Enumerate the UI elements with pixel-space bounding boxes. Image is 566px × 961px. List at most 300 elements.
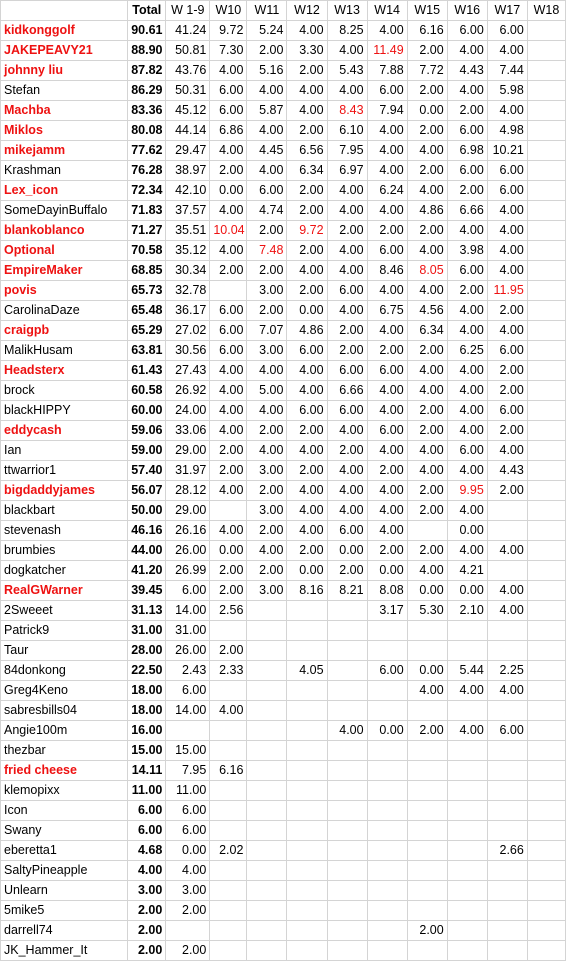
week-score: 6.00 xyxy=(210,101,247,121)
week-score: 6.00 xyxy=(166,801,210,821)
total-score: 59.06 xyxy=(128,421,166,441)
week-score xyxy=(327,881,367,901)
week-score xyxy=(407,941,447,961)
total-score: 65.29 xyxy=(128,321,166,341)
week-score: 2.00 xyxy=(407,921,447,941)
week-score: 4.00 xyxy=(327,721,367,741)
week-score: 4.43 xyxy=(487,461,527,481)
week-score xyxy=(210,941,247,961)
week-score: 2.00 xyxy=(247,261,287,281)
week-score xyxy=(527,461,565,481)
week-score xyxy=(247,781,287,801)
week-score xyxy=(287,641,327,661)
week-score: 2.00 xyxy=(247,301,287,321)
week-score: 4.00 xyxy=(327,181,367,201)
week-score xyxy=(487,801,527,821)
week-score: 4.00 xyxy=(367,521,407,541)
week-score xyxy=(407,861,447,881)
table-row xyxy=(1,521,566,541)
week-score xyxy=(247,941,287,961)
week-score: 4.00 xyxy=(327,241,367,261)
table-row xyxy=(1,661,566,681)
week-score: 5.44 xyxy=(447,661,487,681)
table-row xyxy=(1,81,566,101)
week-score xyxy=(487,701,527,721)
week-score: 4.00 xyxy=(487,261,527,281)
table-row xyxy=(1,101,566,121)
player-name: SomeDayinBuffalo xyxy=(1,201,128,221)
week-score: 2.00 xyxy=(210,441,247,461)
week-score xyxy=(210,821,247,841)
table-row xyxy=(1,401,566,421)
week-score: 2.00 xyxy=(247,481,287,501)
week-score xyxy=(447,761,487,781)
total-score: 83.36 xyxy=(128,101,166,121)
week-score xyxy=(487,641,527,661)
week-score xyxy=(527,401,565,421)
total-score: 2.00 xyxy=(128,921,166,941)
week-score xyxy=(407,821,447,841)
table-row xyxy=(1,821,566,841)
week-score: 4.00 xyxy=(327,201,367,221)
week-score xyxy=(407,881,447,901)
week-score xyxy=(247,821,287,841)
week-score: 4.00 xyxy=(210,241,247,261)
week-score: 4.00 xyxy=(367,21,407,41)
table-row xyxy=(1,741,566,761)
player-name: EmpireMaker xyxy=(1,261,128,281)
week-score: 6.98 xyxy=(447,141,487,161)
week-score: 6.00 xyxy=(327,401,367,421)
total-score: 76.28 xyxy=(128,161,166,181)
week-score: 3.00 xyxy=(247,581,287,601)
week-score: 7.72 xyxy=(407,61,447,81)
week-score: 4.00 xyxy=(407,241,447,261)
total-score: 6.00 xyxy=(128,821,166,841)
week-score: 4.00 xyxy=(367,381,407,401)
week-score: 5.24 xyxy=(247,21,287,41)
week-score: 2.00 xyxy=(487,381,527,401)
week-score: 4.00 xyxy=(407,681,447,701)
week-score xyxy=(287,701,327,721)
week-score: 50.31 xyxy=(166,81,210,101)
week-score: 6.00 xyxy=(367,661,407,681)
week-score: 8.05 xyxy=(407,261,447,281)
week-score: 0.00 xyxy=(407,581,447,601)
week-score: 4.00 xyxy=(327,301,367,321)
week-score xyxy=(527,821,565,841)
table-row xyxy=(1,381,566,401)
week-score: 4.00 xyxy=(447,501,487,521)
week-score xyxy=(487,741,527,761)
week-score xyxy=(367,781,407,801)
week-score: 4.00 xyxy=(407,361,447,381)
week-score: 2.00 xyxy=(367,221,407,241)
week-score: 4.00 xyxy=(327,41,367,61)
week-score: 2.00 xyxy=(287,461,327,481)
player-name: thezbar xyxy=(1,741,128,761)
week-score xyxy=(327,701,367,721)
week-score: 31.00 xyxy=(166,621,210,641)
table-row xyxy=(1,261,566,281)
week-score xyxy=(407,801,447,821)
week-score: 4.05 xyxy=(287,661,327,681)
week-score: 6.00 xyxy=(367,421,407,441)
week-score: 0.00 xyxy=(287,301,327,321)
table-row xyxy=(1,761,566,781)
week-score: 6.00 xyxy=(210,341,247,361)
week-score: 4.00 xyxy=(447,221,487,241)
player-name: Headsterx xyxy=(1,361,128,381)
total-score: 15.00 xyxy=(128,741,166,761)
week-score: 6.34 xyxy=(407,321,447,341)
week-score xyxy=(287,921,327,941)
week-score xyxy=(447,641,487,661)
header-w12: W12 xyxy=(287,1,327,21)
week-score: 3.00 xyxy=(247,341,287,361)
total-score: 68.85 xyxy=(128,261,166,281)
table-row xyxy=(1,161,566,181)
player-name: Unlearn xyxy=(1,881,128,901)
week-score xyxy=(527,121,565,141)
week-score: 4.00 xyxy=(367,281,407,301)
week-score: 2.25 xyxy=(487,661,527,681)
week-score: 9.72 xyxy=(210,21,247,41)
week-score xyxy=(210,921,247,941)
week-score: 8.08 xyxy=(367,581,407,601)
week-score xyxy=(407,741,447,761)
week-score: 4.00 xyxy=(367,121,407,141)
week-score: 8.16 xyxy=(287,581,327,601)
total-score: 59.00 xyxy=(128,441,166,461)
week-score xyxy=(487,941,527,961)
player-name: kidkonggolf xyxy=(1,21,128,41)
week-score: 29.00 xyxy=(166,501,210,521)
table-row xyxy=(1,221,566,241)
week-score: 29.00 xyxy=(166,441,210,461)
total-score: 87.82 xyxy=(128,61,166,81)
week-score: 43.76 xyxy=(166,61,210,81)
week-score: 2.00 xyxy=(287,281,327,301)
week-score: 14.00 xyxy=(166,701,210,721)
table-row xyxy=(1,61,566,81)
week-score xyxy=(287,601,327,621)
week-score: 0.00 xyxy=(327,541,367,561)
table-row xyxy=(1,841,566,861)
week-score: 8.25 xyxy=(327,21,367,41)
week-score: 4.00 xyxy=(287,81,327,101)
player-name: dogkatcher xyxy=(1,561,128,581)
week-score: 2.00 xyxy=(407,541,447,561)
week-score xyxy=(210,801,247,821)
header-w18: W18 xyxy=(527,1,565,21)
week-score: 4.00 xyxy=(407,181,447,201)
week-score: 3.00 xyxy=(247,461,287,481)
week-score: 4.00 xyxy=(447,381,487,401)
week-score xyxy=(527,301,565,321)
week-score xyxy=(327,921,367,941)
week-score: 2.00 xyxy=(327,321,367,341)
week-score: 8.43 xyxy=(327,101,367,121)
header-w13: W13 xyxy=(327,1,367,21)
week-score: 38.97 xyxy=(166,161,210,181)
table-row xyxy=(1,941,566,961)
week-score xyxy=(527,81,565,101)
week-score: 4.00 xyxy=(287,361,327,381)
week-score: 4.00 xyxy=(447,41,487,61)
total-score: 3.00 xyxy=(128,881,166,901)
week-score xyxy=(527,741,565,761)
table-row xyxy=(1,421,566,441)
total-score: 72.34 xyxy=(128,181,166,201)
week-score: 37.57 xyxy=(166,201,210,221)
week-score xyxy=(210,741,247,761)
week-score: 4.00 xyxy=(487,221,527,241)
week-score: 10.21 xyxy=(487,141,527,161)
table-row xyxy=(1,881,566,901)
week-score: 2.00 xyxy=(407,501,447,521)
week-score: 0.00 xyxy=(447,521,487,541)
week-score xyxy=(527,761,565,781)
week-score: 4.00 xyxy=(210,401,247,421)
week-score xyxy=(487,921,527,941)
week-score xyxy=(407,641,447,661)
player-name: darrell74 xyxy=(1,921,128,941)
week-score xyxy=(210,861,247,881)
player-name: eberetta1 xyxy=(1,841,128,861)
week-score xyxy=(487,621,527,641)
week-score: 2.00 xyxy=(210,581,247,601)
week-score xyxy=(210,501,247,521)
week-score: 4.00 xyxy=(407,441,447,461)
week-score xyxy=(527,181,565,201)
week-score: 5.30 xyxy=(407,601,447,621)
table-row xyxy=(1,441,566,461)
week-score: 4.00 xyxy=(287,261,327,281)
week-score: 4.00 xyxy=(407,561,447,581)
week-score xyxy=(527,361,565,381)
week-score: 2.00 xyxy=(327,441,367,461)
player-name: JK_Hammer_It xyxy=(1,941,128,961)
table-row xyxy=(1,361,566,381)
player-name: RealGWarner xyxy=(1,581,128,601)
week-score: 2.00 xyxy=(247,221,287,241)
week-score: 36.17 xyxy=(166,301,210,321)
week-score: 0.00 xyxy=(210,541,247,561)
week-score: 4.00 xyxy=(367,481,407,501)
week-score xyxy=(527,701,565,721)
week-score xyxy=(487,781,527,801)
player-name: fried cheese xyxy=(1,761,128,781)
week-score: 6.24 xyxy=(367,181,407,201)
table-row xyxy=(1,681,566,701)
week-score: 2.00 xyxy=(487,421,527,441)
week-score: 27.02 xyxy=(166,321,210,341)
week-score xyxy=(287,861,327,881)
week-score xyxy=(407,701,447,721)
header-name xyxy=(1,1,128,21)
table-row xyxy=(1,121,566,141)
table-row xyxy=(1,581,566,601)
player-name: brumbies xyxy=(1,541,128,561)
week-score xyxy=(287,721,327,741)
week-score: 4.00 xyxy=(407,381,447,401)
week-score xyxy=(407,841,447,861)
week-score xyxy=(210,281,247,301)
week-score: 4.00 xyxy=(367,201,407,221)
week-score: 0.00 xyxy=(407,101,447,121)
week-score xyxy=(487,501,527,521)
week-score: 2.00 xyxy=(166,941,210,961)
week-score: 2.43 xyxy=(166,661,210,681)
week-score: 44.14 xyxy=(166,121,210,141)
week-score: 2.00 xyxy=(487,361,527,381)
header-total: Total xyxy=(128,1,166,21)
week-score: 30.56 xyxy=(166,341,210,361)
week-score: 9.72 xyxy=(287,221,327,241)
total-score: 39.45 xyxy=(128,581,166,601)
week-score: 2.00 xyxy=(367,341,407,361)
week-score: 4.00 xyxy=(447,421,487,441)
week-score: 2.00 xyxy=(287,61,327,81)
week-score: 0.00 xyxy=(367,561,407,581)
week-score: 4.00 xyxy=(210,381,247,401)
player-name: Swany xyxy=(1,821,128,841)
week-score xyxy=(527,421,565,441)
week-score xyxy=(527,941,565,961)
week-score: 2.00 xyxy=(247,561,287,581)
week-score xyxy=(327,941,367,961)
week-score xyxy=(447,901,487,921)
total-score: 65.73 xyxy=(128,281,166,301)
week-score xyxy=(487,901,527,921)
table-row xyxy=(1,481,566,501)
week-score xyxy=(447,781,487,801)
week-score: 4.00 xyxy=(487,321,527,341)
week-score xyxy=(527,641,565,661)
week-score xyxy=(487,561,527,581)
week-score: 4.00 xyxy=(447,361,487,381)
player-name: mikejamm xyxy=(1,141,128,161)
week-score: 5.43 xyxy=(327,61,367,81)
player-name: blackbart xyxy=(1,501,128,521)
week-score xyxy=(527,281,565,301)
week-score: 6.00 xyxy=(287,341,327,361)
week-score: 4.00 xyxy=(166,861,210,881)
week-score: 2.00 xyxy=(407,341,447,361)
week-score xyxy=(527,921,565,941)
week-score: 2.00 xyxy=(407,161,447,181)
week-score xyxy=(527,441,565,461)
week-score: 4.00 xyxy=(487,681,527,701)
week-score xyxy=(327,761,367,781)
header-w11: W11 xyxy=(247,1,287,21)
table-row xyxy=(1,321,566,341)
week-score: 4.00 xyxy=(210,61,247,81)
week-score: 4.00 xyxy=(327,81,367,101)
week-score xyxy=(247,881,287,901)
week-score xyxy=(327,641,367,661)
week-score xyxy=(247,701,287,721)
total-score: 14.11 xyxy=(128,761,166,781)
week-score: 2.02 xyxy=(210,841,247,861)
week-score: 6.00 xyxy=(447,121,487,141)
week-score: 6.75 xyxy=(367,301,407,321)
total-score: 16.00 xyxy=(128,721,166,741)
total-score: 60.00 xyxy=(128,401,166,421)
week-score xyxy=(487,821,527,841)
table-row xyxy=(1,561,566,581)
week-score: 6.00 xyxy=(487,341,527,361)
total-score: 2.00 xyxy=(128,941,166,961)
week-score: 2.00 xyxy=(247,41,287,61)
week-score: 2.56 xyxy=(210,601,247,621)
table-row xyxy=(1,501,566,521)
week-score xyxy=(210,721,247,741)
week-score: 4.00 xyxy=(287,501,327,521)
week-score: 0.00 xyxy=(287,561,327,581)
total-score: 60.58 xyxy=(128,381,166,401)
week-score: 5.16 xyxy=(247,61,287,81)
table-row xyxy=(1,721,566,741)
table-row xyxy=(1,301,566,321)
week-score: 35.51 xyxy=(166,221,210,241)
table-row xyxy=(1,241,566,261)
week-score: 4.00 xyxy=(487,101,527,121)
week-score xyxy=(287,761,327,781)
week-score: 3.98 xyxy=(447,241,487,261)
week-score: 2.66 xyxy=(487,841,527,861)
week-score xyxy=(527,261,565,281)
total-score: 6.00 xyxy=(128,801,166,821)
week-score xyxy=(487,521,527,541)
week-score: 2.00 xyxy=(247,421,287,441)
player-name: 84donkong xyxy=(1,661,128,681)
player-name: stevenash xyxy=(1,521,128,541)
week-score: 4.86 xyxy=(407,201,447,221)
player-name: Machba xyxy=(1,101,128,121)
table-row xyxy=(1,921,566,941)
table-row xyxy=(1,901,566,921)
week-score: 30.34 xyxy=(166,261,210,281)
week-score: 4.00 xyxy=(447,321,487,341)
week-score xyxy=(210,621,247,641)
week-score xyxy=(210,881,247,901)
week-score xyxy=(527,661,565,681)
week-score xyxy=(287,741,327,761)
week-score: 2.00 xyxy=(287,421,327,441)
week-score xyxy=(527,561,565,581)
total-score: 28.00 xyxy=(128,641,166,661)
header-w14: W14 xyxy=(367,1,407,21)
player-name: craigpb xyxy=(1,321,128,341)
week-score xyxy=(367,841,407,861)
week-score: 6.56 xyxy=(287,141,327,161)
week-score: 2.00 xyxy=(287,241,327,261)
week-score: 4.00 xyxy=(247,81,287,101)
week-score: 6.00 xyxy=(327,521,367,541)
player-name: blackHIPPY xyxy=(1,401,128,421)
player-name: CarolinaDaze xyxy=(1,301,128,321)
total-score: 4.68 xyxy=(128,841,166,861)
week-score xyxy=(527,521,565,541)
week-score xyxy=(327,901,367,921)
week-score: 2.00 xyxy=(407,481,447,501)
week-score xyxy=(527,481,565,501)
week-score xyxy=(247,801,287,821)
player-name: Greg4Keno xyxy=(1,681,128,701)
week-score: 4.00 xyxy=(407,461,447,481)
